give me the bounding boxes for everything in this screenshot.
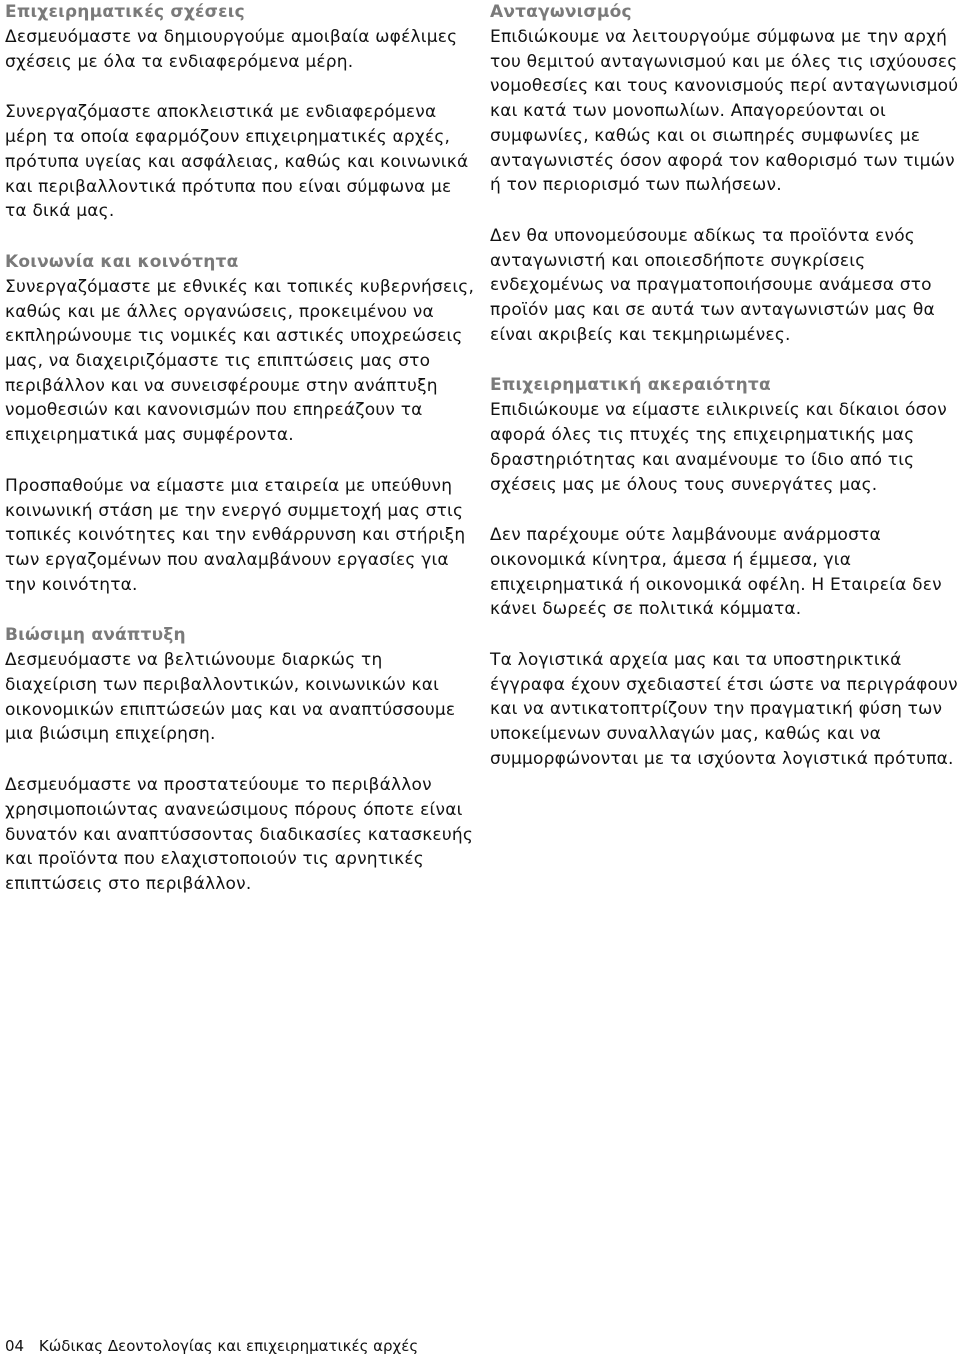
section-society-community bbox=[5, 250, 475, 597]
paragraph: Επιδιώκουμε να λειτουργούμε σύμφωνα με την αρχή του θεμιτού ανταγωνισμού και με όλες τις ισχύουσες νομοθεσίες και τους κανονισμούς περί ανταγωνισμού και κατά των μονοπωλίων. Απαγορεύονται οι συμφωνίες, καθώς και οι σιωπηρές συμφωνίες με ανταγωνιστές όσον αφορά τον καθορισμό των τιμών ή τον περιορισμό των πωλήσεων. bbox=[490, 27, 959, 196]
section-heading: Επιχειρηματική ακεραιότητα bbox=[490, 375, 771, 396]
section-sustainable-development bbox=[5, 623, 475, 896]
paragraph: Επιδιώκουμε να είμαστε ειλικρινείς και δίκαιοι όσον αφορά όλες τις πτυχές της επιχειρηματικής μας δραστηριότητας και αναμένουμε το ίδιο από τις σχέσεις μας με όλους τους συνεργάτες μας. bbox=[490, 400, 947, 495]
section-heading: Βιώσιμη ανάπτυξη bbox=[5, 625, 186, 646]
page-number: 04 bbox=[5, 1337, 25, 1355]
left-column bbox=[5, 0, 475, 923]
paragraph: Δεσμευόμαστε να βελτιώνουμε διαρκώς τη διαχείριση των περιβαλλοντικών, κοινωνικών και οικονομικών επιπτώσεών μας και να αναπτύσσουμε μια βιώσιμη επιχείρηση. bbox=[5, 650, 456, 745]
paragraph: Συνεργαζόμαστε με εθνικές και τοπικές κυβερνήσεις, καθώς και με άλλες οργανώσεις, προκειμένου να εκπληρώνουμε τις νομικές και αστικές υποχρεώσεις μας, να διαχειριζόμαστε τις επιπτώσεις μας στο περιβάλλον και να συνεισφέρουμε στην ανάπτυξη νομοθεσιών και κανονισμών που επηρεάζουν τα επιχειρηματικά μας συμφέροντα. bbox=[5, 276, 475, 446]
paragraph: Δεν παρέχουμε ούτε λαμβάνουμε ανάρμοστα οικονομικά κίνητρα, άμεσα ή έμμεσα, για επιχειρηματικά ή οικονομικά οφέλη. Η Εταιρεία δεν κάνει δωρεές σε πολιτικά κόμματα. bbox=[490, 525, 942, 620]
section-business-relations bbox=[5, 0, 475, 224]
paragraph: Δεν θα υπονομεύσουμε αδίκως τα προϊόντα ενός ανταγωνιστή και οποιεσδήποτε συγκρίσεις ενδεχομένως να πραγματοποιήσουμε ανάμεσα στο προϊόν μας και σε αυτά των ανταγωνιστών μας θα είναι ακριβείς και τεκμηριωμένες. bbox=[490, 225, 935, 345]
paragraph: Δεσμευόμαστε να δημιουργούμε αμοιβαία ωφέλιμες σχέσεις με όλα τα ενδιαφερόμενα μέρη. bbox=[5, 27, 458, 72]
paragraph: Τα λογιστικά αρχεία μας και τα υποστηρικτικά έγγραφα έχουν σχεδιαστεί έτσι ώστε να περιγράφουν και να αντικατοπτρίζουν την πραγματική φύση των υποκείμενων συναλλαγών μας, καθώς και να συμμορφώνονται με τα ισχύοντα λογιστικά πρότυπα. bbox=[490, 650, 958, 769]
section-heading: Κοινωνία και κοινότητα bbox=[5, 251, 239, 272]
paragraph: Δεσμευόμαστε να προστατεύουμε το περιβάλλον χρησιμοποιώντας ανανεώσιμους πόρους όποτε είναι δυνατόν και αναπτύσσοντας διαδικασίες κατασκευής και προϊόντα που ελαχιστοποιούν τις αρνητικές επιπτώσεις στο περιβάλλον. bbox=[5, 775, 474, 894]
paragraph: Προσπαθούμε να είμαστε μια εταιρεία με υπεύθυνη κοινωνική στάση με την ενεργό συμμετοχή μας στις τοπικές κοινότητες και την ενθάρρυνση και στήριξη των εργαζομένων που αναλαμβάνουν εργασίες για την κοινότητα. bbox=[5, 475, 466, 595]
section-heading: Ανταγωνισμός bbox=[490, 2, 632, 22]
document-title: Κώδικας Δεοντολογίας και επιχειρηματικές αρχές bbox=[38, 1337, 419, 1355]
section-heading: Επιχειρηματικές σχέσεις bbox=[5, 2, 245, 22]
section-competition bbox=[490, 0, 960, 347]
paragraph: Συνεργαζόμαστε αποκλειστικά με ενδιαφερόμενα μέρη τα οποία εφαρμόζουν επιχειρηματικές αρχές, πρότυπα υγείας και ασφάλειας, καθώς και κοινωνικά και περιβαλλοντικά πρότυπα που είναι σύμφωνα με τα δικά μας. bbox=[5, 102, 469, 222]
right-column bbox=[490, 0, 960, 798]
section-business-integrity bbox=[490, 373, 960, 771]
page-footer bbox=[5, 1336, 418, 1356]
